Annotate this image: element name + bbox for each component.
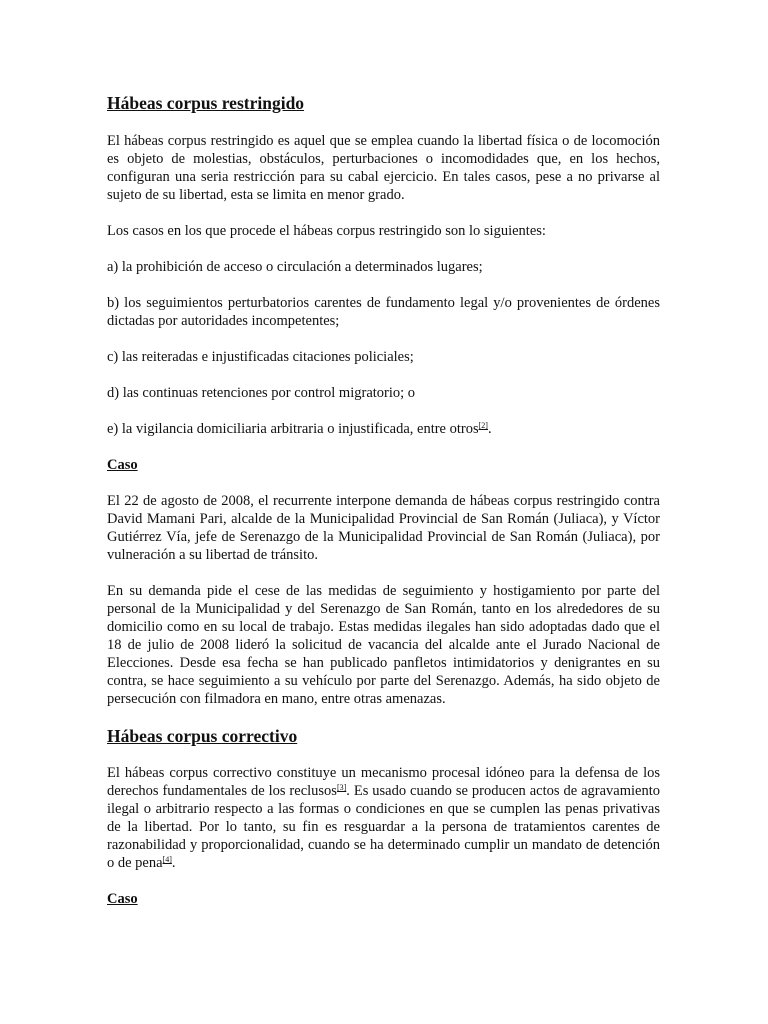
case-heading-1: Caso [107,457,138,473]
heading-habeas-restringido: Hábeas corpus restringido [107,93,305,113]
cases-intro: Los casos en los que procede el hábeas corpus restringido son lo siguientes: [107,223,546,239]
intro-rest: es aquel que se emplea cuando la libertad física o de locomoción es objeto de molestias, obstáculos, perturbaciones o incomodidades que, en los hechos, configuran una seria restricción para su cabal ejercicio. En tales casos, pese a no privarse al sujeto de su libertad, esta se limita en menor grado. [107,133,660,203]
document-page [107,93,660,908]
intro-lead: El hábeas corpus restringido [107,133,274,149]
correctivo-text-2: . Es usado cuando se producen actos de agravamiento ilegal o arbitrario respecto a las formas o condiciones en que se cumplen las penas privativas de la libertad. Por lo tanto, su fin es resguardar a la persona de tratamientos carentes de razonabilidad y proporcionalidad, cuando se ha determinado cumplir un mandato de detención o de pena [107,783,661,871]
intro-paragraph [107,132,660,204]
correctivo-text-1: El hábeas corpus correctivo constituye un mecanismo procesal idóneo para la defensa de los derechos fundamentales de los reclusos [107,765,660,799]
heading-habeas-correctivo: Hábeas corpus correctivo [107,726,298,746]
footnote-link-4[interactable]: [4] [162,855,172,864]
case-item-e [107,420,660,438]
case-paragraph-1: El 22 de agosto de 2008, el recurrente interpone demanda de hábeas corpus restringido contra David Mamani Pari, alcalde de la Municipalidad Provincial de San Román (Juliaca), y Víctor Gutiérrez Vía, jefe de Serenazgo de la Municipalidad Provincial de San Román (Juliaca), por vulneración a su libertad de tránsito. [107,493,660,563]
correctivo-text-end: . [171,855,176,871]
footnote-link-3[interactable]: [3] [336,783,347,792]
correctivo-paragraph [107,764,660,872]
case-item-b: b) los seguimientos perturbatorios carentes de fundamento legal y/o provenientes de órdenes dictadas por autoridades incompetentes; [107,295,660,329]
case-item-a: a) la prohibición de acceso o circulación a determinados lugares; [107,259,483,275]
case-item-e-text: e) la vigilancia domiciliaria arbitraria o injustificada, entre otros [107,421,479,437]
case-item-d: d) las continuas retenciones por control migratorio; o [107,385,416,401]
case-paragraph-2: En su demanda pide el cese de las medidas de seguimiento y hostigamiento por parte del personal de la Municipalidad y del Serenazgo de San Román, tanto en los alrededores de su domicilio como en su local de trabajo. Estas medidas ilegales han sido adoptadas dado que el 18 de julio de 2008 lideró la solicitud de vacancia del alcalde ante el Jurado Nacional de Elecciones. Desde esa fecha se han publicado panfletos intimidatorios y denigrantes en su contra, se hace seguimiento a su vehículo por parte del Serenazgo. Además, ha sido objeto de persecución con filmadora en mano, entre otras amenazas. [107,583,660,707]
case-heading-2: Caso [107,891,138,907]
case-item-c: c) las reiteradas e injustificadas citaciones policiales; [107,349,414,365]
case-item-e-end: . [487,421,492,437]
footnote-link-2[interactable]: [2] [478,421,488,430]
